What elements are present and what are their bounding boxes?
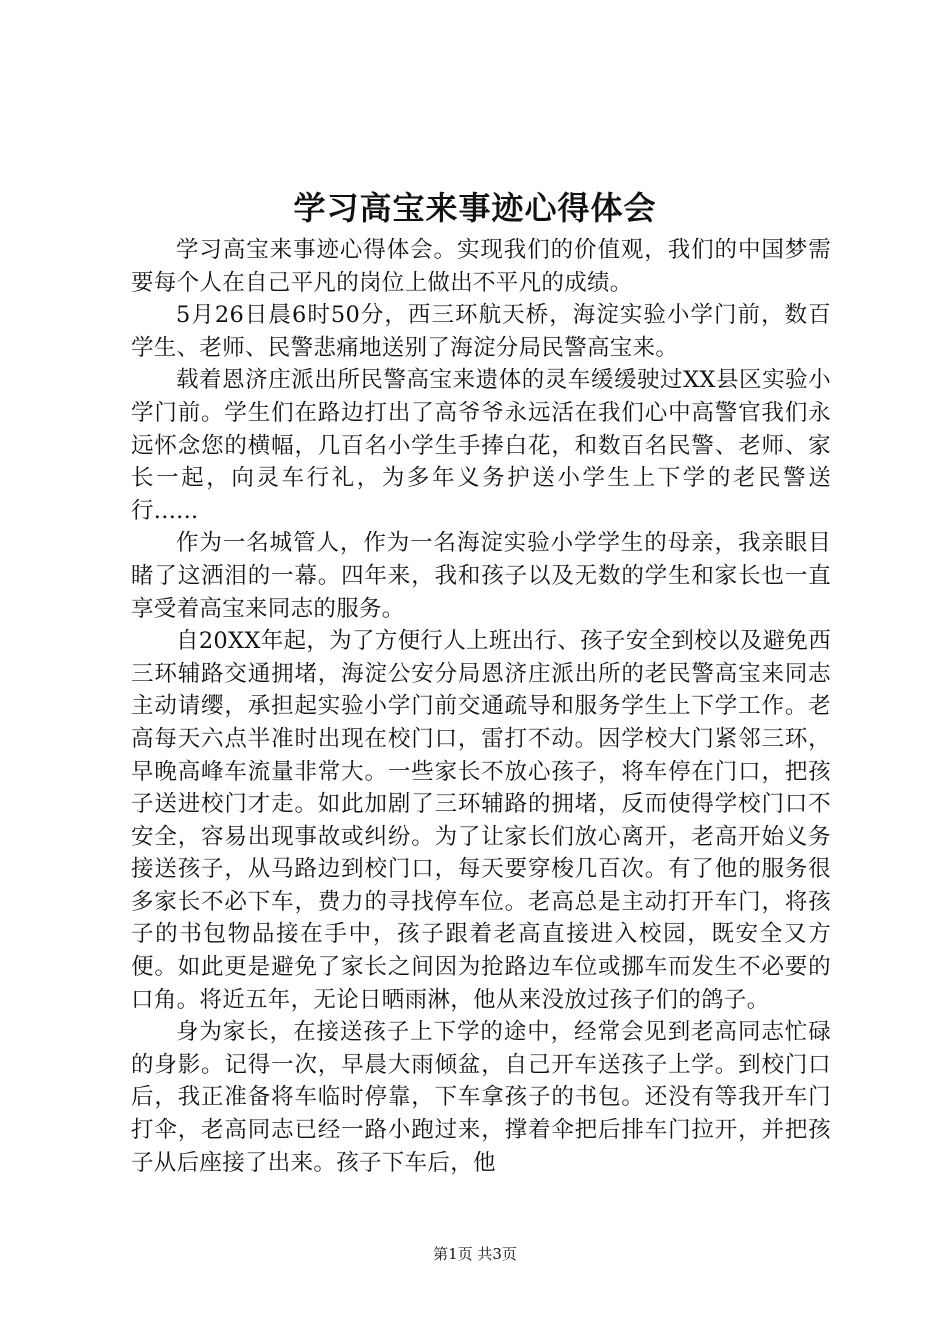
paragraph-2: 5月26日晨6时50分，西三环航天桥，海淀实验小学门前，数百学生、老师、民警悲痛地送别了海淀分局民警高宝来。 (131, 302, 831, 361)
paragraph-6: 身为家长，在接送孩子上下学的途中，经常会见到老高同志忙碌的身影。记得一次，早晨大雨倾盆，自己开车送孩子上学。到校门口后，我正准备将车临时停靠，下车拿孩子的书包。还没有等我开车门打伞，老高同志已经一路小跑过来，撑着伞把后排车门拉开，并把孩子从后座接了出来。孩子下车后，他 (131, 1019, 831, 1176)
paragraph-4: 作为一名城管人，作为一名海淀实验小学学生的母亲，我亲眼目睹了这洒泪的一幕。四年来，我和孩子以及无数的学生和家长也一直享受着高宝来同志的服务。 (131, 530, 831, 622)
paragraph-5: 自20XX年起，为了方便行人上班出行、孩子安全到校以及避免西三环辅路交通拥堵，海淀公安分局恩济庄派出所的老民警高宝来同志主动请缨，承担起实验小学门前交通疏导和服务学生上下学工作。老高每天六点半准时出现在校门口，雷打不动。因学校大门紧邻三环，早晚高峰车流量非常大。一些家长不放心孩子，将车停在门口，把孩子送进校门才走。如此加剧了三环辅路的拥堵，反而使得学校门口不安全，容易出现事故或纠纷。为了让家长们放心离开，老高开始义务接送孩子，从马路边到校门口，每天要穿梭几百次。有了他的服务很多家长不必下车，费力的寻找停车位。老高总是主动打开车门，将孩子的书包物品接在手中，孩子跟着老高直接进入校园，既安全又方便。如此更是避免了家长之间因为抢路边车位或挪车而发生不必要的口角。将近五年，无论日晒雨淋，他从来没放过孩子们的鸽子。 (131, 628, 831, 1013)
page-number-footer: 第1页 共3页 (433, 1245, 517, 1263)
paragraph-1: 学习高宝来事迹心得体会。实现我们的价值观，我们的中国梦需要每个人在自己平凡的岗位上做出不平凡的成绩。 (131, 237, 831, 296)
document-title: 学习高宝来事迹心得体会 (293, 189, 657, 227)
paragraph-3: 载着恩济庄派出所民警高宝来遗体的灵车缓缓驶过XX县区实验小学门前。学生们在路边打出了高爷爷永远活在我们心中高警官我们永远怀念您的横幅，几百名小学生手捧白花，和数百名民警、老师、家长一起，向灵车行礼，为多年义务护送小学生上下学的老民警送行...... (131, 367, 831, 524)
document-body (131, 234, 831, 1179)
